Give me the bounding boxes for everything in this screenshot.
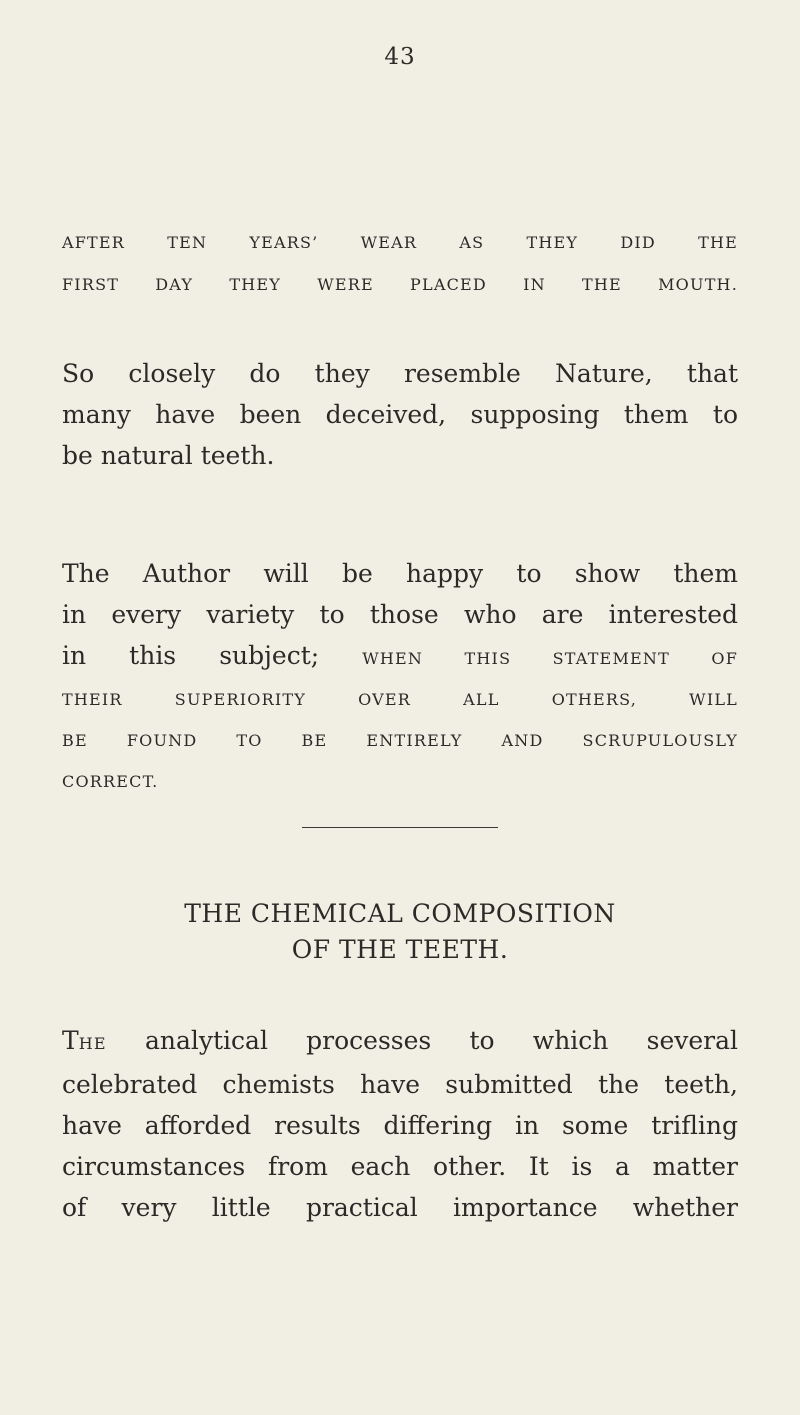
paragraph-analytical	[62, 1020, 738, 1228]
text-line: have afforded results differing in some trifling	[62, 1111, 738, 1140]
small-caps-fragment: HE	[78, 1034, 107, 1053]
paragraph-caps-continuation	[62, 222, 738, 306]
text-line: AFTER TEN YEARS’ WEAR AS THEY DID THE	[62, 233, 738, 252]
page-number: 43	[384, 44, 416, 70]
text-line: celebrated chemists have submitted the teeth,	[62, 1070, 738, 1099]
section-heading	[0, 896, 800, 968]
text-line	[62, 635, 738, 679]
heading-line: THE CHEMICAL COMPOSITION	[184, 899, 616, 928]
text-line: of very little practical importance whether	[62, 1193, 738, 1222]
text-line: The Author will be happy to show them	[62, 559, 738, 588]
text-line	[62, 1020, 738, 1064]
text-fragment: analytical processes to which several	[144, 1026, 739, 1055]
small-caps-word	[62, 1026, 107, 1055]
text-line: So closely do they resemble Nature, that	[62, 359, 738, 388]
small-caps-line: THEIR SUPERIORITY OVER ALL OTHERS, WILL	[62, 690, 738, 709]
paragraph-author	[62, 553, 738, 802]
text-line: FIRST DAY THEY WERE PLACED IN THE MOUTH.	[62, 275, 738, 294]
small-caps-fragment: WHEN THIS STATEMENT OF	[362, 649, 739, 668]
text-line: be natural teeth.	[62, 441, 275, 470]
text-line: many have been deceived, supposing them to	[62, 400, 738, 429]
text-line: circumstances from each other. It is a matter	[62, 1152, 738, 1181]
small-caps-line: CORRECT.	[62, 772, 159, 791]
section-divider	[302, 827, 498, 828]
paragraph-nature	[62, 353, 738, 476]
text-line: in every variety to those who are interested	[62, 600, 738, 629]
text-fragment: in this subject;	[62, 641, 320, 670]
small-caps-line: BE FOUND TO BE ENTIRELY AND SCRUPULOUSLY	[62, 731, 738, 750]
heading-line: OF THE TEETH.	[291, 935, 509, 964]
initial-capital: T	[62, 1026, 79, 1055]
